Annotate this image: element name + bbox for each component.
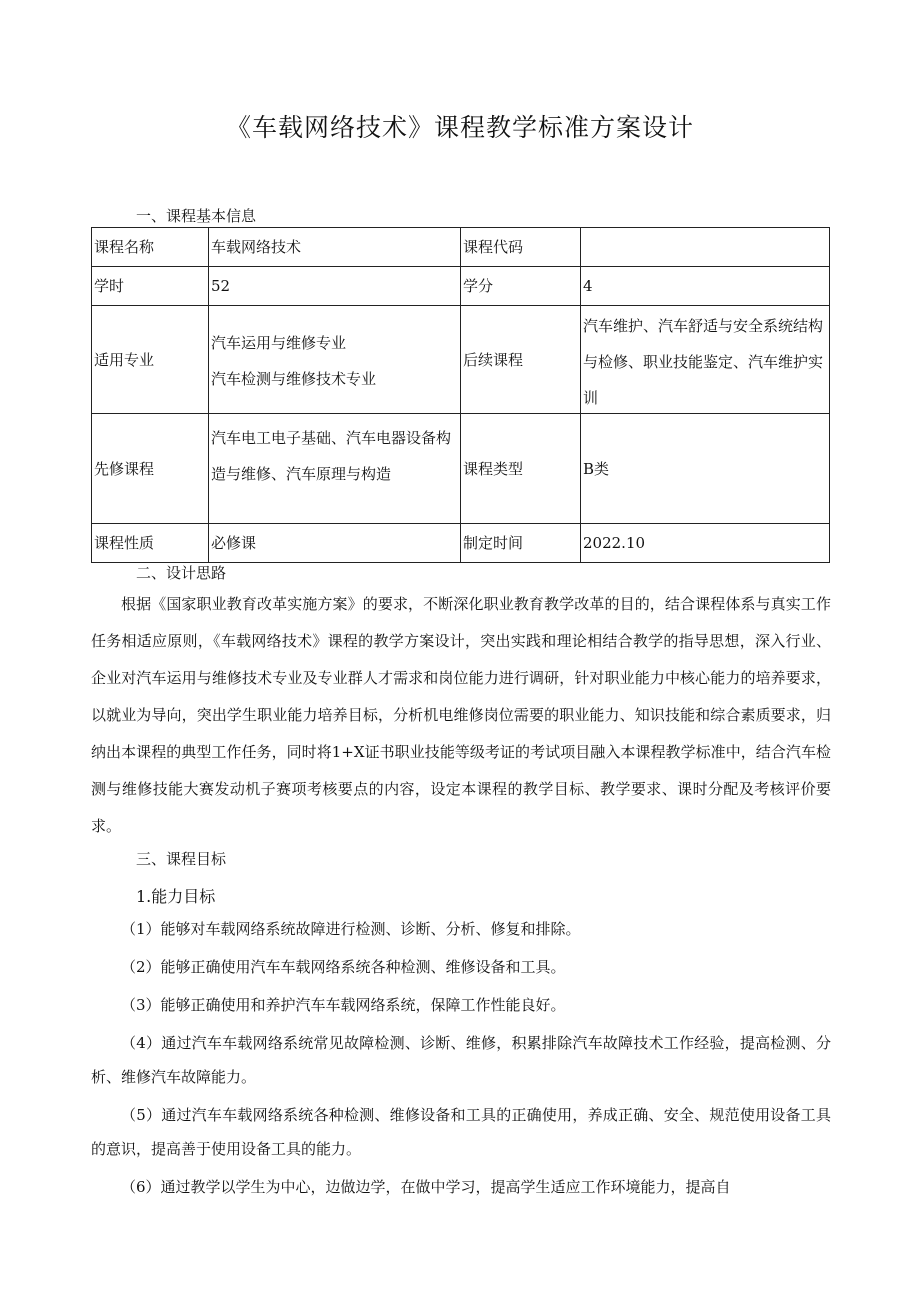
list-item-text: （4）通过汽车车载网络系统常见故障检测、诊断、维修，积累排除汽车故障技术工作经验，提高检测、分析、维修汽车故障能力。	[91, 1034, 831, 1086]
table-row	[92, 267, 830, 306]
table-cell	[209, 414, 461, 524]
subheading-ability-goals: 1.能力目标	[136, 887, 216, 906]
section-heading-design: 二、设计思路	[136, 564, 227, 582]
list-item-text: （3）能够正确使用和养护汽车车载网络系统，保障工作性能良好。	[121, 996, 566, 1014]
list-item-text: （2）能够正确使用汽车车载网络系统各种检测、维修设备和工具。	[121, 958, 566, 976]
table-cell: 学分	[461, 267, 581, 306]
table-cell: 4	[581, 267, 830, 306]
major-line: 汽车运用与维修专业	[211, 333, 347, 352]
table-cell	[581, 228, 830, 267]
list-item-text: （1）能够对车载网络系统故障进行检测、诊断、分析、修复和排除。	[121, 920, 581, 938]
table-cell: 必修课	[209, 524, 461, 563]
table-cell: 适用专业	[92, 306, 209, 414]
table-cell: 后续课程	[461, 306, 581, 414]
followup-courses: 汽车维护、汽车舒适与安全系统结构与检修、职业技能鉴定、汽车维护实训	[583, 317, 824, 407]
list-item	[91, 912, 831, 946]
list-item	[91, 988, 831, 1022]
design-paragraph: 根据《国家职业教育改革实施方案》的要求，不断深化职业教育教学改革的目的，结合课程体系与真实工作任务相适应原则，《车载网络技术》课程的教学方案设计，突出实践和理论相结合教学的指导思想，深入行业、企业对汽车运用与维修技术专业及专业群人才需求和岗位能力进行调研，针对职业能力中核心能力的培养要求，以就业为导向，突出学生职业能力培养目标，分析机电维修岗位需要的职业能力、知识技能和综合素质要求，归纳出本课程的典型工作任务，同时将1+X证书职业技能等级考证的考试项目融入本课程教学标准中，结合汽车检测与维修技能大赛发动机子赛项考核要点的内容，设定本课程的教学目标、教学要求、课时分配及考核评价要求。	[91, 595, 831, 835]
list-item	[91, 950, 831, 984]
section-heading-basic-info: 一、课程基本信息	[136, 207, 257, 225]
prereq-courses: 汽车电工电子基础、汽车电器设备构造与维修、汽车原理与构造	[211, 429, 452, 483]
list-item	[91, 1026, 831, 1094]
table-row	[92, 524, 830, 563]
list-item-text: （5）通过汽车车载网络系统各种检测、维修设备和工具的正确使用，养成正确、安全、规范使用设备工具的意识，提高善于使用设备工具的能力。	[91, 1106, 831, 1158]
list-item-text: （6）通过教学以学生为中心，边做边学，在做中学习，提高学生适应工作环境能力，提高自	[121, 1178, 731, 1196]
table-cell: 课程性质	[92, 524, 209, 563]
list-item	[91, 1170, 831, 1204]
major-line: 汽车检测与维修技术专业	[211, 369, 377, 388]
section-heading-goals: 三、课程目标	[136, 850, 227, 868]
table-row	[92, 306, 830, 414]
table-cell: 课程名称	[92, 228, 209, 267]
table-cell: B类	[581, 414, 830, 524]
table-cell: 52	[209, 267, 461, 306]
table-cell	[209, 306, 461, 414]
design-paragraph-block	[91, 586, 831, 845]
table-cell: 课程代码	[461, 228, 581, 267]
course-info-table	[91, 227, 830, 563]
table-cell: 2022.10	[581, 524, 830, 563]
page-title: 《车载网络技术》课程教学标准方案设计	[225, 113, 694, 142]
table-cell	[581, 306, 830, 414]
table-cell: 先修课程	[92, 414, 209, 524]
list-item	[91, 1098, 831, 1166]
table-row	[92, 228, 830, 267]
table-cell: 车载网络技术	[209, 228, 461, 267]
table-row	[92, 414, 830, 524]
table-cell: 制定时间	[461, 524, 581, 563]
table-cell: 课程类型	[461, 414, 581, 524]
table-cell: 学时	[92, 267, 209, 306]
